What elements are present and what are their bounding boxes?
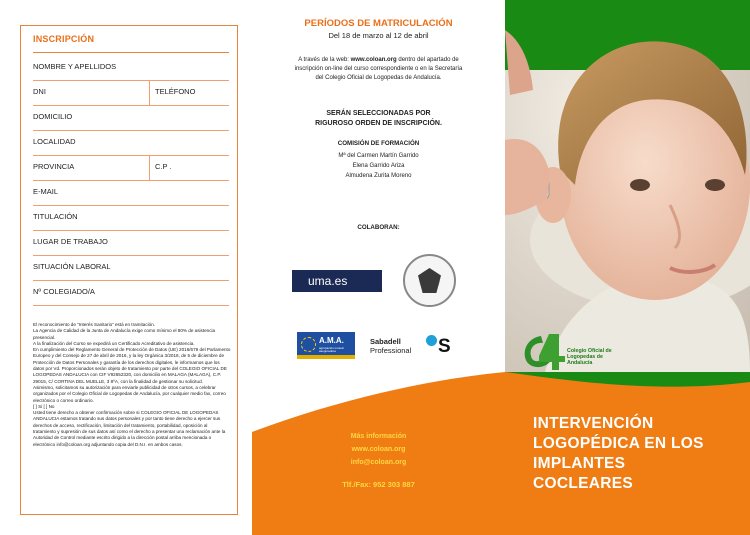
ama-logo-title: A.M.A.	[319, 336, 344, 345]
circle-icon	[426, 335, 437, 346]
province-label: PROVINCIA	[33, 162, 75, 171]
dni-phone-row[interactable]	[33, 81, 229, 106]
contact-web-link[interactable]: www.coloan.org	[351, 446, 406, 453]
dni-label: DNI	[33, 87, 46, 96]
commission-member: Mª del Carmen Martín Garrido	[338, 153, 419, 159]
postal-code-label: C.P .	[155, 162, 172, 171]
sponsors-title: COLABORAN:	[357, 224, 400, 231]
form-title: INSCRIPCIÓN	[33, 34, 95, 44]
city-label: LOCALIDAD	[33, 137, 76, 146]
employment-label: SITUACIÓN LABORAL	[33, 262, 111, 271]
web-link[interactable]: www.coloan.org	[350, 57, 397, 63]
ama-sub-line: agrupación mutual	[319, 346, 344, 350]
legal-paragraph: La Agencia de Calidad de la Junta de Andalucía exige como mínimo el 80% de asistencia presencial.	[33, 328, 216, 340]
membership-label: Nº COLEGIADO/A	[33, 287, 95, 296]
contact-info	[252, 430, 505, 469]
city-field[interactable]	[33, 131, 229, 156]
college-logo-line: Logopedas de	[567, 354, 603, 360]
ama-logo	[297, 332, 355, 359]
title-line: INTERVENCIÓN	[533, 415, 654, 432]
legal-notice	[33, 322, 231, 448]
bs-logo-letter: S	[438, 336, 451, 357]
phone-label: TELÉFONO	[155, 87, 196, 96]
selection-notice	[272, 109, 485, 129]
college-logo-icon	[519, 332, 565, 372]
instructions-text: A través de la web:	[298, 57, 351, 63]
province-cp-row[interactable]	[33, 156, 229, 181]
enrollment-instructions	[292, 56, 465, 83]
commission-member: Almudena Zurita Moreno	[345, 173, 412, 179]
title-line: COCLEARES	[533, 475, 634, 492]
name-label: NOMBRE Y APELLIDOS	[33, 62, 117, 71]
college-logo-line: Colegio Oficial de	[567, 348, 612, 354]
uma-logo-text: uma	[308, 274, 332, 288]
legal-paragraph: Usted tiene derecho a obtener confirmación sobre si COLEGIO OFICIAL DE LOGOPEDAS ANDALUCIA estamos tratando sus datos personales y por tanto tiene derecho a ejercer sus derechos de acceso, rectificación, limitación del tratamiento, portabilidad, oposición al tratamiento y supresión de sus datos así como el derecho a presentar una reclamación ante la Autoridad de Control mediante escrito dirigido a la dirección postal arriba mencionada o electrónico info@coloan.org adjuntando copia del D.N.I. en ambos casos.	[33, 410, 226, 447]
college-logo-text	[567, 348, 637, 366]
sabadell-logo	[370, 338, 411, 355]
divider	[149, 81, 150, 105]
contact-email-link[interactable]: info@coloan.org	[350, 459, 407, 466]
legal-paragraph: A la finalización del Curso se expedirá un Certificado Acreditativo de asistencia.	[33, 340, 195, 346]
brochure-title	[533, 414, 748, 494]
uma-logo-ext: .es	[331, 274, 348, 288]
enrollment-dates: Del 18 de marzo al 12 de abril	[328, 31, 429, 40]
membership-field[interactable]	[33, 281, 229, 306]
degree-field[interactable]	[33, 206, 229, 231]
commission-title: COMISIÓN DE FORMACIÓN	[337, 140, 420, 147]
registration-panel	[0, 0, 252, 535]
email-label: E-MAIL	[33, 187, 59, 196]
sabadell-sub: Professional	[370, 345, 412, 355]
divider	[149, 156, 150, 180]
workplace-field[interactable]	[33, 231, 229, 256]
divider	[297, 355, 355, 359]
title-line: IMPLANTES	[533, 455, 626, 472]
selection-line: SERÁN SELECCIONADAS POR	[326, 110, 431, 117]
selection-line: RIGUROSO ORDEN DE INSCRIPCIÓN.	[315, 120, 442, 127]
legal-paragraph: Asimismo, solicitamos su autorización para enviarle publicidad de otros cursos, a celebrar organizados por el Colegio Oficial de Logopedas de Andalucía, por cualquier medio fax, correo electrónico o correo ordinario.	[33, 384, 226, 403]
child-photo	[505, 0, 750, 372]
instructions-text: dentro del apartado de inscripción on-line del curso correspondiente o en la Secretaría del Colegio Oficial de Logopedas de Andalucía.	[294, 57, 463, 81]
registration-form	[20, 25, 238, 515]
consent-checkboxes[interactable]: [ ] Si [ ] No	[33, 403, 55, 409]
employment-field[interactable]	[33, 256, 229, 281]
sabadell-name: Sabadell	[370, 337, 401, 346]
legal-paragraph: El reconocimiento de “Interés Sanitario” está en tramitación.	[33, 322, 156, 327]
contact-phone: Tlf./Fax: 952 303 887	[342, 480, 415, 489]
name-field[interactable]	[33, 56, 229, 81]
title-line: LOGOPÉDICA EN LOS	[533, 435, 704, 452]
legal-paragraph: En cumplimiento del Reglamento General de Protección de Datos (UE) 2016/679 del Parlamento Europeo y del Consejo de 27 de abril de 2016, y la ley Orgánica 3/2018, de 5 de diciembre de Protección de Datos Personales y garantía de los derechos digitales, le informamos que los datos por Vd. Proporcionados serán objeto de tratamiento por parte del COLEGIO OFICIAL DE LOGOPEDAS ANDALUCIA con CIF V92652320, con domicilio en MALAGA (MALAGA), C.P. 29015, C/ CORTINA DEL MUELLE, 3 8ºA, con la finalidad de gestionar su solicitud.	[33, 347, 231, 384]
bs-logo	[426, 335, 456, 357]
enrollment-title: PERÍODOS DE MATRICULACIÓN	[304, 18, 453, 29]
commission-member: Elena Garrido Ariza	[352, 163, 405, 169]
address-label: DOMICILIO	[33, 112, 73, 121]
uma-logo	[292, 270, 382, 292]
divider	[33, 52, 229, 53]
star-ring-icon	[301, 337, 316, 352]
university-seal-icon	[403, 254, 456, 307]
address-field[interactable]	[33, 106, 229, 131]
ama-sub-line: aseguradora	[319, 349, 336, 354]
ama-logo-subtitle	[319, 347, 344, 354]
commission-list	[252, 151, 505, 181]
degree-label: TITULACIÓN	[33, 212, 78, 221]
contact-title: Más información	[350, 433, 407, 440]
workplace-label: LUGAR DE TRABAJO	[33, 237, 108, 246]
cover-panel	[505, 0, 750, 535]
email-field[interactable]	[33, 181, 229, 206]
college-logo-line: Andalucía	[567, 360, 593, 366]
eagle-icon	[418, 268, 441, 293]
